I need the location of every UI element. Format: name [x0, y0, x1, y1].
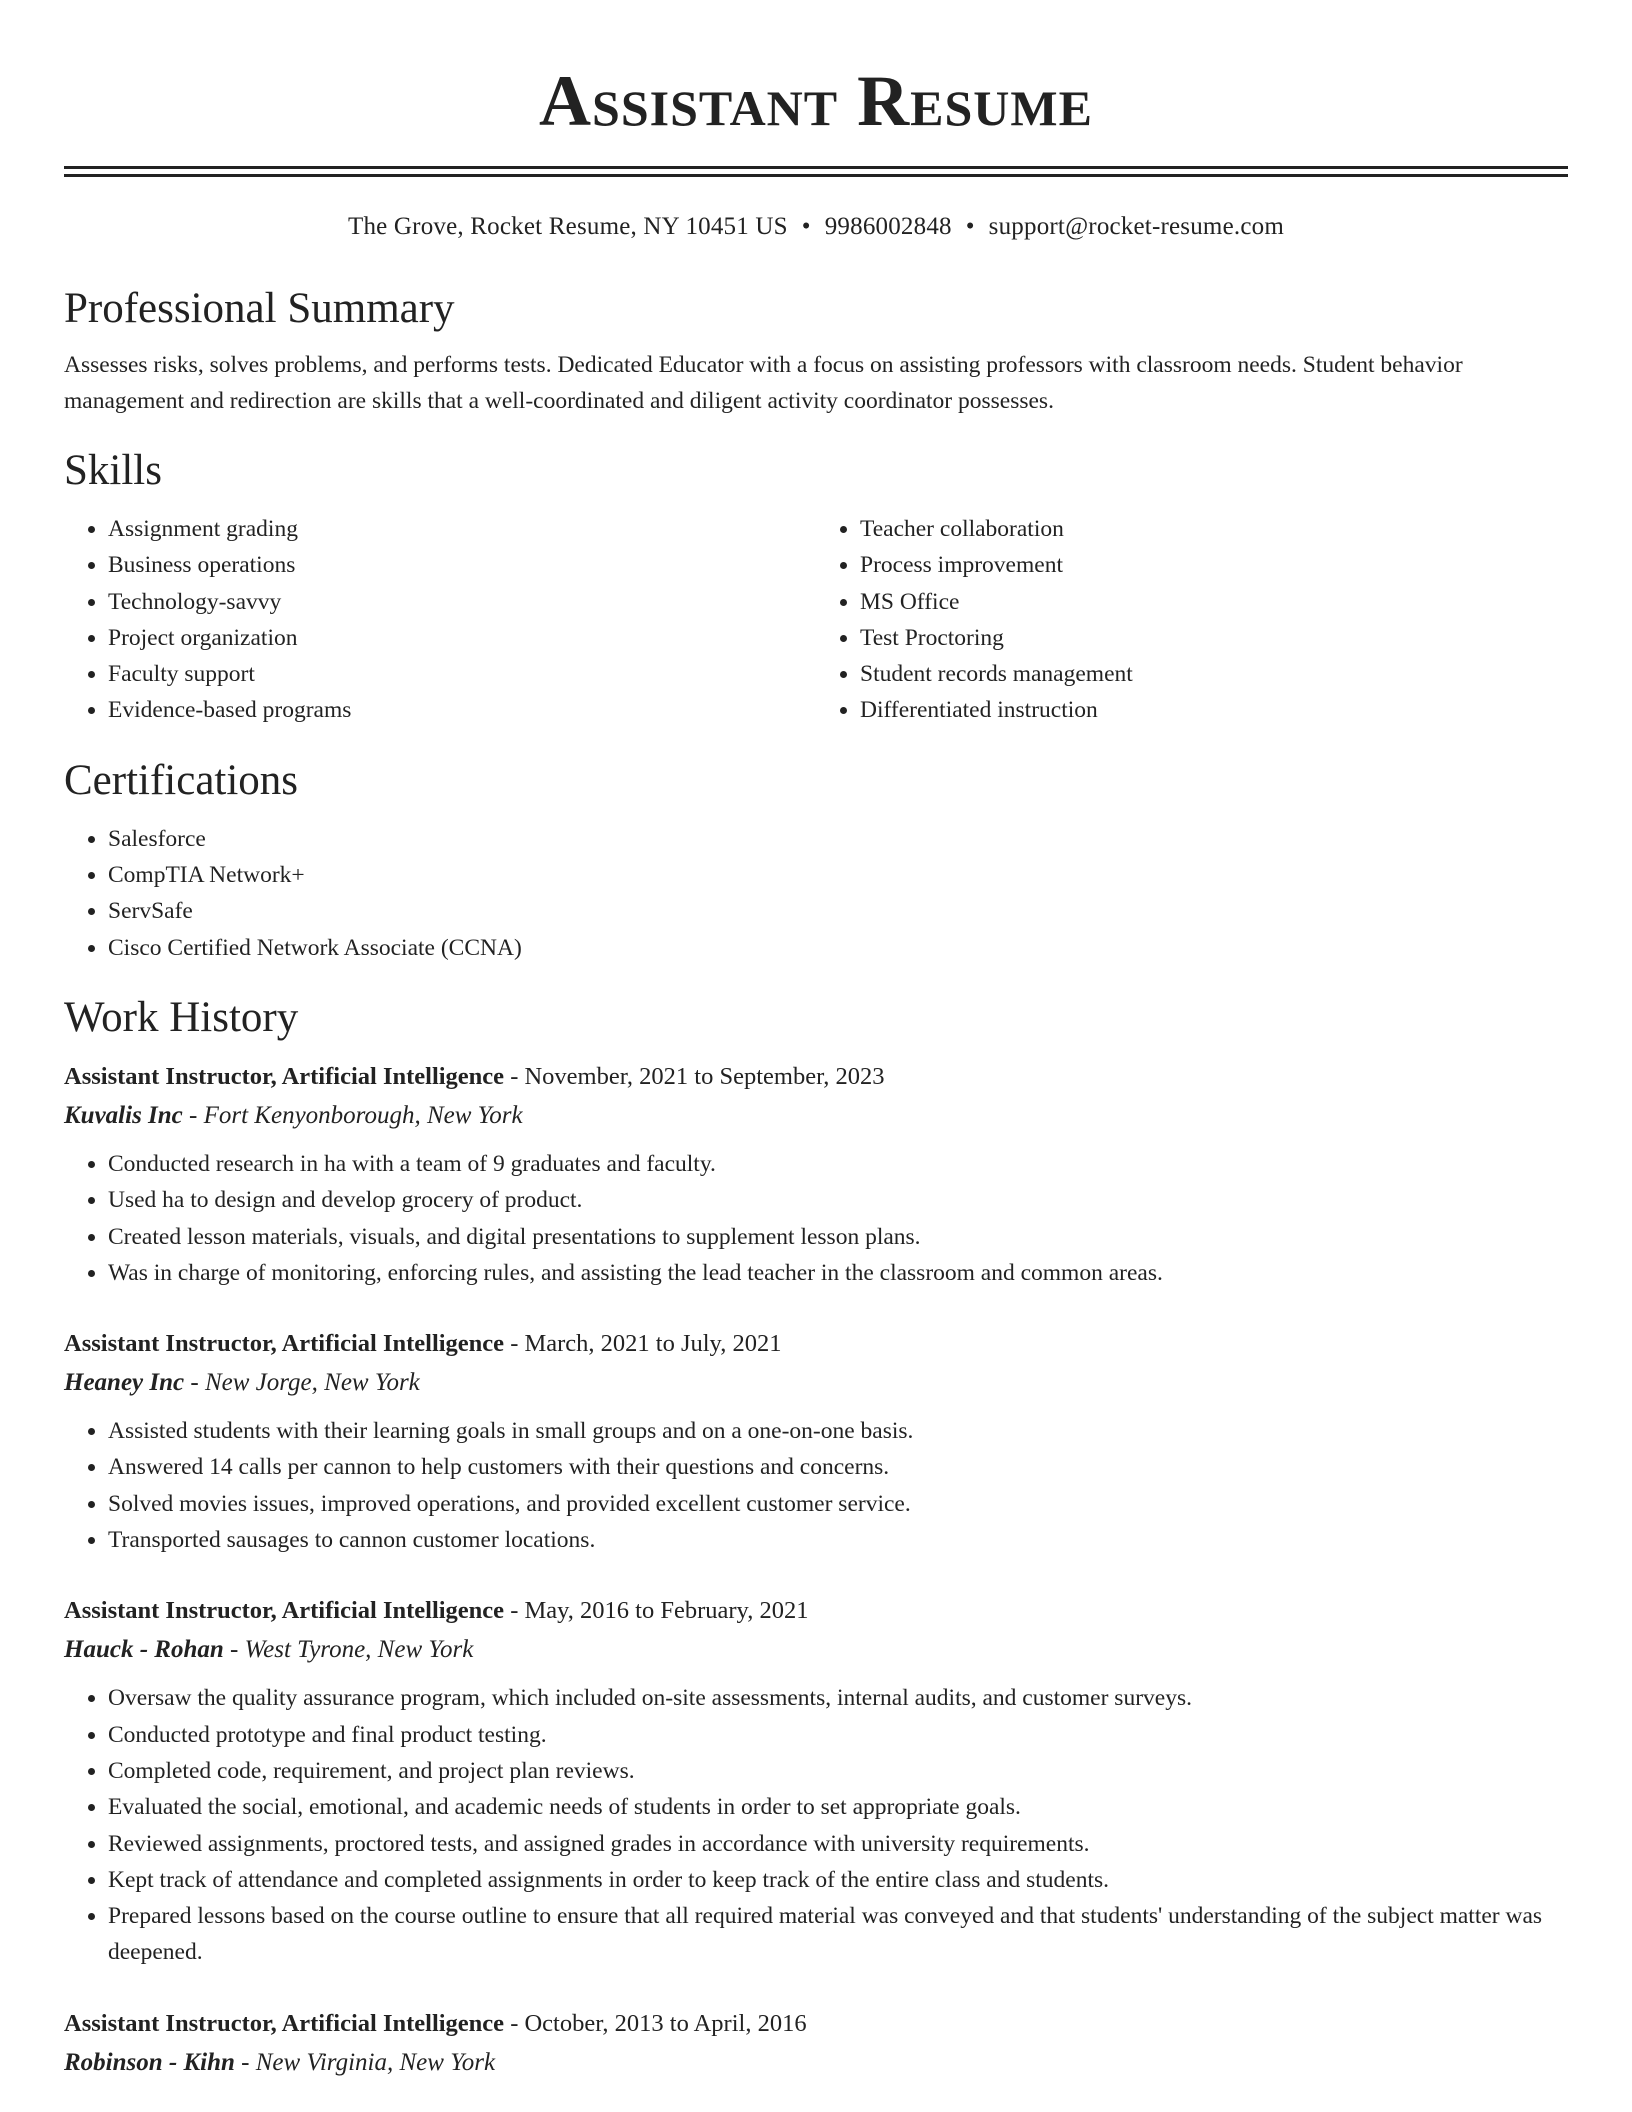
- job-bullet: • Answered 14 calls per cannon to help customers with their questions and concerns.: [108, 1449, 1568, 1485]
- job-dates: - November, 2021 to September, 2023: [510, 1062, 885, 1090]
- skill-item: • Project organization: [108, 620, 816, 656]
- certification-item: • Cisco Certified Network Associate (CCNA): [108, 930, 1568, 966]
- job-bullet: • Evaluated the social, emotional, and academic needs of students in order to set appropriate goals.: [108, 1789, 1568, 1825]
- skills-list-right: [816, 511, 1568, 729]
- job-bullet: • Conducted prototype and final product testing.: [108, 1717, 1568, 1753]
- job-company-line: [64, 1630, 1568, 1670]
- skill-item: • Evidence-based programs: [108, 692, 816, 728]
- certification-item: • Salesforce: [108, 821, 1568, 857]
- skill-item: • Differentiated instruction: [860, 692, 1568, 728]
- job-location: - Fort Kenyonborough, New York: [189, 1101, 523, 1129]
- skill-item: • Process improvement: [860, 547, 1568, 583]
- job-title-line: [64, 1592, 1568, 1630]
- skill-item: • Business operations: [108, 547, 816, 583]
- skill-item: • Student records management: [860, 656, 1568, 692]
- job-location: - West Tyrone, New York: [230, 1636, 474, 1664]
- skills-list-left: [64, 511, 816, 729]
- job-bullets: [64, 1146, 1568, 1291]
- contact-email: support@rocket-resume.com: [988, 213, 1284, 240]
- job-company: Heaney Inc: [64, 1369, 185, 1397]
- contact-address: The Grove, Rocket Resume, NY 10451 US: [348, 213, 788, 240]
- job-dates: - October, 2013 to April, 2016: [510, 2009, 807, 2037]
- job-bullet: • Kept track of attendance and completed assignments in order to keep track of the entire class and students.: [108, 1862, 1568, 1898]
- job-location: - New Virginia, New York: [241, 2048, 496, 2076]
- job-dates: - March, 2021 to July, 2021: [510, 1330, 782, 1358]
- skills-heading: Skills: [64, 447, 162, 494]
- job-entry: [64, 1592, 1568, 1970]
- job-company-line: [64, 2043, 1568, 2083]
- summary-text: Assesses risks, solves problems, and performs tests. Dedicated Educator with a focus on assisting professors with classroom needs. Student behavior management and redirection are skills that a well-coordinated and diligent activity coordinator possesses.: [64, 352, 1463, 414]
- job-dates: - May, 2016 to February, 2021: [510, 1597, 809, 1625]
- resume-title: Assistant Resume: [539, 61, 1093, 141]
- contact-phone: 9986002848: [824, 213, 952, 240]
- job-entry: [64, 1058, 1568, 1291]
- job-entry: [64, 1325, 1568, 1558]
- skill-item: • MS Office: [860, 584, 1568, 620]
- skill-item: • Technology-savvy: [108, 584, 816, 620]
- skill-item: • Faculty support: [108, 656, 816, 692]
- job-bullet: • Solved movies issues, improved operations, and provided excellent customer service.: [108, 1486, 1568, 1522]
- certification-item: • ServSafe: [108, 893, 1568, 929]
- certifications-list: [64, 821, 1568, 966]
- job-entry: [64, 2005, 1568, 2083]
- certification-item: • CompTIA Network+: [108, 857, 1568, 893]
- work-history-heading: Work History: [64, 993, 299, 1041]
- job-company-line: [64, 1096, 1568, 1136]
- job-title-line: [64, 1058, 1568, 1096]
- job-title: Assistant Instructor, Artificial Intelligence: [64, 1330, 505, 1358]
- job-bullets: [64, 1413, 1568, 1558]
- job-title: Assistant Instructor, Artificial Intelligence: [64, 2009, 505, 2037]
- contact-line: [64, 211, 1568, 243]
- job-bullet: • Transported sausages to cannon customer locations.: [108, 1522, 1568, 1558]
- job-bullet: • Was in charge of monitoring, enforcing rules, and assisting the lead teacher in the classroom and common areas.: [108, 1255, 1568, 1291]
- summary-heading: Professional Summary: [64, 285, 455, 332]
- job-bullet: • Assisted students with their learning goals in small groups and on a one-on-one basis.: [108, 1413, 1568, 1449]
- job-company: Robinson - Kihn: [64, 2048, 235, 2076]
- skills-columns: [64, 511, 1568, 729]
- job-bullet: • Conducted research in ha with a team of 9 graduates and faculty.: [108, 1146, 1568, 1182]
- job-title-line: [64, 1325, 1568, 1363]
- skill-item: • Teacher collaboration: [860, 511, 1568, 547]
- contact-separator: •: [801, 213, 811, 240]
- contact-separator: •: [965, 213, 975, 240]
- job-bullet: • Oversaw the quality assurance program, which included on-site assessments, internal audits, and customer surveys.: [108, 1680, 1568, 1716]
- job-bullet: • Completed code, requirement, and project plan reviews.: [108, 1753, 1568, 1789]
- job-title: Assistant Instructor, Artificial Intelligence: [64, 1062, 505, 1090]
- job-company: Hauck - Rohan: [64, 1636, 224, 1664]
- job-company: Kuvalis Inc: [64, 1101, 183, 1129]
- skill-item: • Test Proctoring: [860, 620, 1568, 656]
- job-bullet: • Prepared lessons based on the course outline to ensure that all required material was conveyed and that students' understanding of the subject matter was deepened.: [108, 1898, 1568, 1971]
- job-title-line: [64, 2005, 1568, 2043]
- certifications-heading: Certifications: [64, 756, 299, 804]
- title-divider: [64, 166, 1568, 177]
- job-company-line: [64, 1363, 1568, 1403]
- job-bullets: [64, 1680, 1568, 1970]
- skill-item: • Assignment grading: [108, 511, 816, 547]
- job-title: Assistant Instructor, Artificial Intelligence: [64, 1597, 505, 1625]
- job-bullet: • Used ha to design and develop grocery of product.: [108, 1182, 1568, 1218]
- job-bullet: • Created lesson materials, visuals, and digital presentations to supplement lesson plans.: [108, 1219, 1568, 1255]
- job-location: - New Jorge, New York: [190, 1369, 420, 1397]
- job-bullet: • Reviewed assignments, proctored tests, and assigned grades in accordance with university requirements.: [108, 1826, 1568, 1862]
